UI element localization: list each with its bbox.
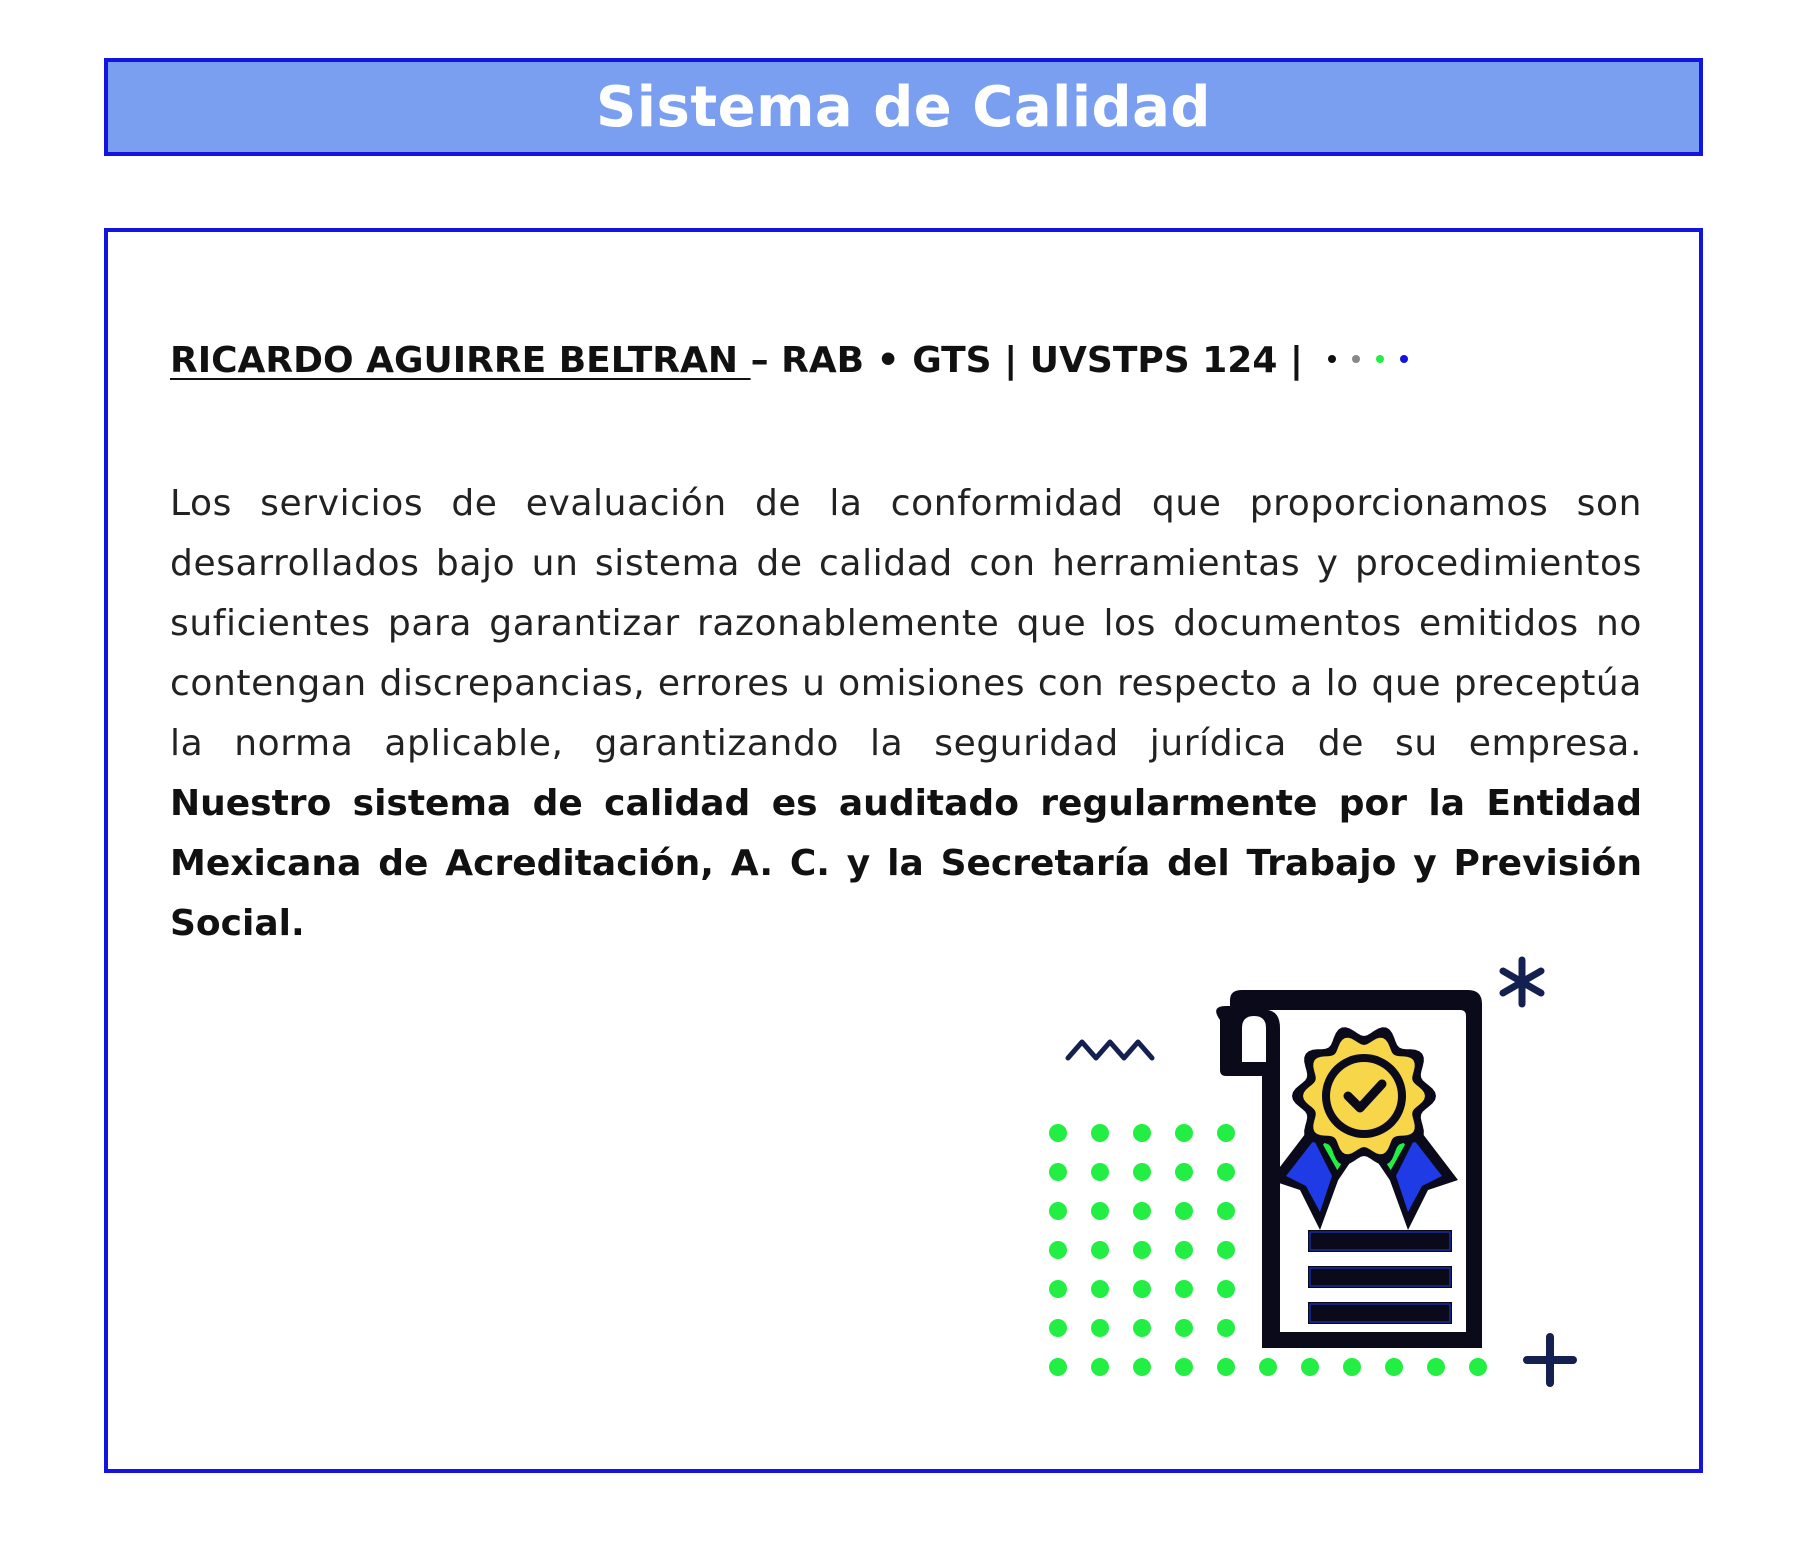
dot-black <box>1328 355 1336 363</box>
credit-dots <box>1328 355 1408 363</box>
grid-dot <box>1385 1358 1403 1376</box>
grid-dot <box>1133 1124 1151 1142</box>
grid-dot <box>1091 1163 1109 1181</box>
grid-dot <box>1217 1124 1235 1142</box>
grid-dot <box>1217 1319 1235 1337</box>
grid-dot <box>1217 1358 1235 1376</box>
grid-dot <box>1175 1280 1193 1298</box>
body-bold-text: Nuestro sistema de calidad es auditado regularmente por la Entidad Mexicana de Acreditación, A. C. y la Secretaría del Trabajo y Previsión Social. <box>170 783 1642 944</box>
grid-dot <box>1049 1202 1067 1220</box>
grid-dot <box>1175 1163 1193 1181</box>
asterisk-icon <box>1503 960 1541 1004</box>
credit-suffix: – RAB • GTS | UVSTPS 124 | <box>750 340 1304 381</box>
grid-dot <box>1175 1319 1193 1337</box>
grid-dot <box>1049 1319 1067 1337</box>
dot-gray <box>1352 355 1360 363</box>
grid-dot <box>1301 1358 1319 1376</box>
grid-dot <box>1133 1319 1151 1337</box>
credit-line <box>170 340 1408 381</box>
grid-dot <box>1049 1163 1067 1181</box>
grid-dot <box>1175 1358 1193 1376</box>
grid-dot <box>1133 1163 1151 1181</box>
grid-dot <box>1091 1280 1109 1298</box>
grid-dot <box>1469 1358 1487 1376</box>
grid-dot <box>1133 1202 1151 1220</box>
dot-green <box>1376 355 1384 363</box>
zigzag-icon <box>1068 1042 1152 1058</box>
author-name: RICARDO AGUIRRE BELTRAN <box>170 340 751 381</box>
grid-dot <box>1091 1202 1109 1220</box>
grid-dot <box>1217 1202 1235 1220</box>
grid-dot <box>1259 1358 1277 1376</box>
grid-dot <box>1133 1280 1151 1298</box>
plus-icon <box>1527 1337 1573 1383</box>
grid-dot <box>1049 1280 1067 1298</box>
grid-dot <box>1343 1358 1361 1376</box>
grid-dot <box>1049 1358 1067 1376</box>
grid-dot <box>1133 1241 1151 1259</box>
page-title: Sistema de Calidad <box>595 74 1212 140</box>
grid-dot <box>1049 1124 1067 1142</box>
grid-dot <box>1049 1241 1067 1259</box>
dot-blue <box>1400 355 1408 363</box>
grid-dot <box>1091 1358 1109 1376</box>
grid-dot <box>1217 1280 1235 1298</box>
grid-dot <box>1217 1241 1235 1259</box>
title-banner <box>104 58 1703 156</box>
grid-dot <box>1427 1358 1445 1376</box>
grid-dot <box>1175 1202 1193 1220</box>
body-regular-text: Los servicios de evaluación de la conformidad que proporcionamos son desarrollados bajo un sistema de calidad con herramientas y procedimientos suficientes para garantizar razonablemente que los documentos emitidos no contengan discrepancias, errores u omisiones con respecto a lo que preceptúa la norma aplicable, garantizando la seguridad jurídica de su empresa. <box>170 483 1642 764</box>
grid-dot <box>1175 1124 1193 1142</box>
grid-dot <box>1091 1124 1109 1142</box>
grid-dot <box>1091 1319 1109 1337</box>
grid-dot <box>1091 1241 1109 1259</box>
grid-dot <box>1217 1163 1235 1181</box>
certificate-illustration <box>1030 950 1590 1400</box>
grid-dot <box>1175 1241 1193 1259</box>
grid-dot <box>1133 1358 1151 1376</box>
body-paragraph <box>170 474 1642 954</box>
